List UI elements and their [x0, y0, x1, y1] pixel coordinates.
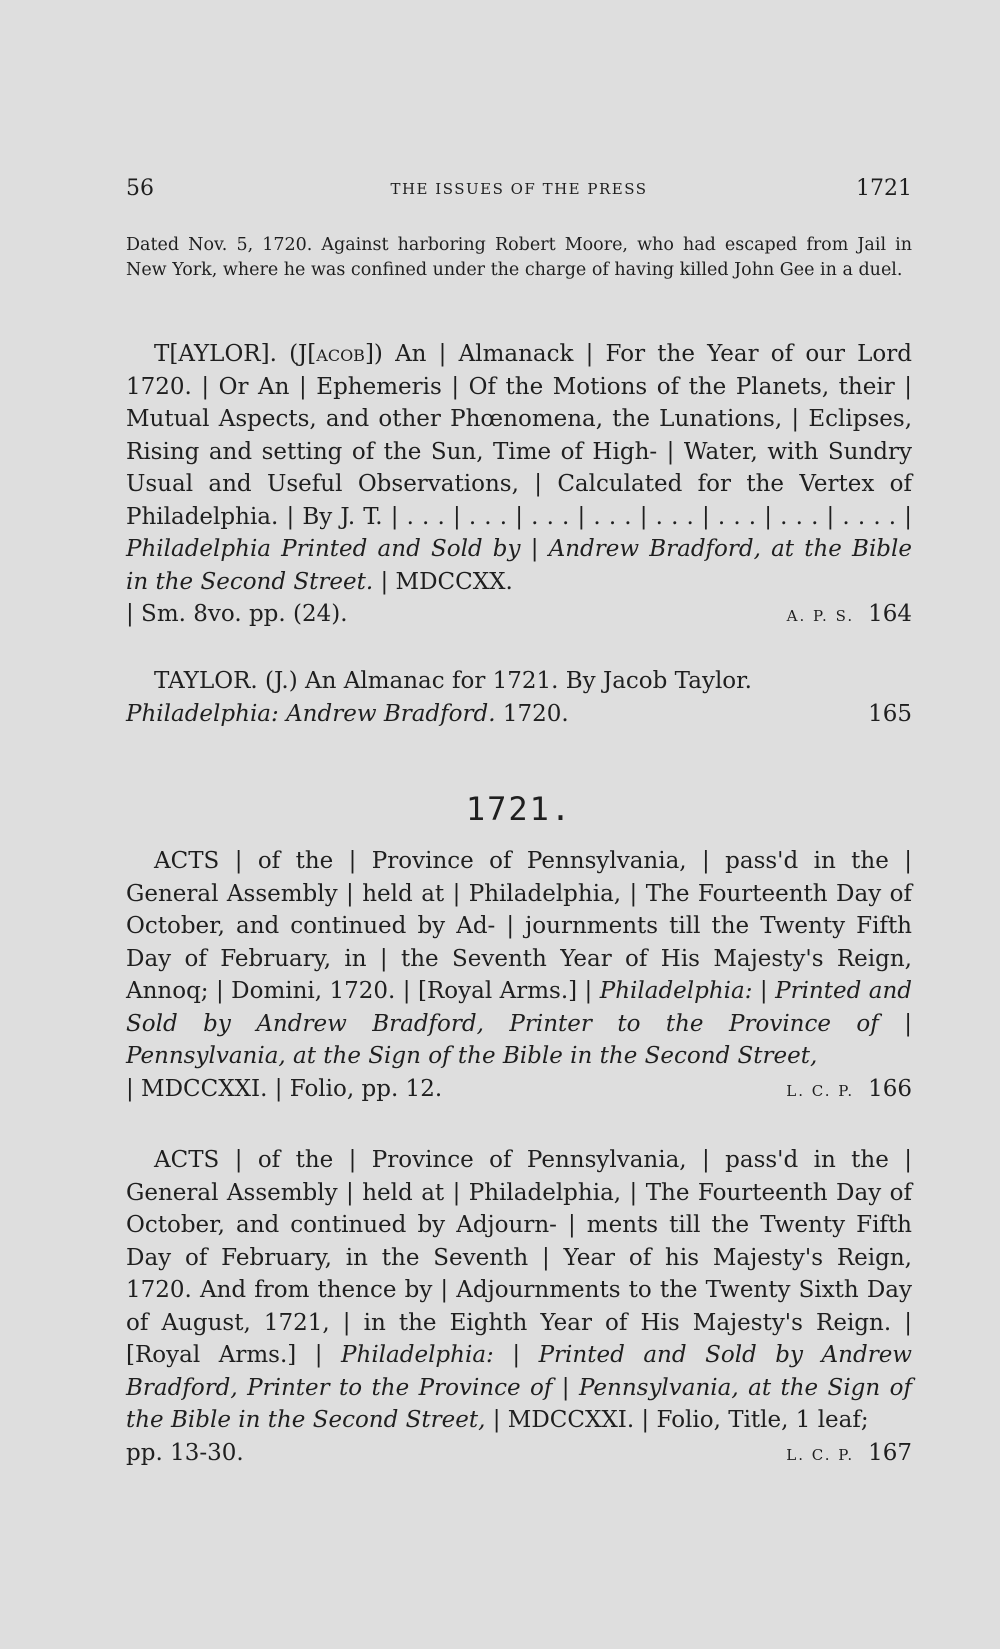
- entry-number: 166: [868, 1075, 912, 1102]
- entry-imprint: Philadelphia: | Printed and Sold by Andrew Bradford, Printer to the Province of | Pennsylvania, at the Sign of the Bible in the Second Street,: [126, 978, 912, 1069]
- location-code: A. P. S.: [786, 607, 855, 625]
- entry-title-text: ACTS | of the | Province of Pennsylvania, | pass'd in the | General Assembly | held at | Philadelphia, | The Fourteenth Day of October, and continued by Adjourn- | ments till the Twenty Fifth Day of February, in the Seventh | Year of his Majesty's Reign, 1720. And from thence by | Adjournments to the Twenty Sixth Day of August, 1721, | in the Eighth Year of His Majesty's Reign. | [Royal Arms.] |: [126, 1147, 912, 1368]
- entry-reference: [787, 598, 912, 633]
- entry-body: TAYLOR. (J.) An Almanac for 1721. By Jacob Taylor.: [154, 668, 752, 694]
- entry-body: [126, 338, 912, 598]
- entry-collation: | MDCCXXI. | Folio, pp. 12.: [126, 1075, 443, 1102]
- location-code: L. C. P.: [786, 1081, 855, 1100]
- bibliographic-entry-165: [126, 665, 912, 730]
- entry-imprint: Philadelphia Printed and Sold by | Andrew Bradford, at the Bible in the Second Street.: [126, 536, 912, 595]
- entry-tail-row: [126, 698, 912, 731]
- entry-body: [126, 845, 912, 1073]
- entry-heading-smallcaps: acob: [316, 341, 365, 367]
- entry-title-text: An | Almanack | For the Year of our Lord 1720. | Or An | Ephemeris | Of the Motions of the Planets, their | Mutual Aspects, and other Phœnomena, the Lunations, | Eclipses, Rising and setting of the Sun, Time of High- | Water, with Sundry Usual and Useful Observations, | Calculated for the Vertex of Philadelphia. | By J. T. | . . . | . . . | . . . | . . . | . . . | . . . | . . . | . . . . |: [126, 341, 912, 530]
- entry-body: [126, 1144, 912, 1437]
- entry-number: 164: [868, 601, 912, 627]
- entry-collation-a: | MDCCXXI. | Folio, Title, 1 leaf;: [485, 1407, 869, 1433]
- entry-date: 1720.: [495, 700, 569, 727]
- bibliographic-entry-164: [126, 338, 912, 633]
- running-header: [126, 176, 912, 206]
- entry-tail-row: [126, 1437, 912, 1472]
- entry-tail-row: [126, 598, 912, 633]
- entry-title-text: ACTS | of the | Province of Pennsylvania, | pass'd in the | General Assembly | held at | Philadelphia, | The Fourteenth Day of October, and continued by Ad- | journments till the Twenty Fifth Day of February, in | the Seventh Year of His Majesty's Reign, Annoq; | Domini, 1720. | [Royal Arms.] |: [126, 848, 912, 1004]
- entry-tail-row: [126, 1073, 912, 1108]
- entry-collation: pp. 13-30.: [126, 1439, 244, 1466]
- entry-imprint: Philadelphia: Andrew Bradford.: [126, 700, 496, 727]
- entry-collation: | Sm. 8vo. pp. (24).: [126, 601, 348, 627]
- year-heading: 1721.: [465, 790, 573, 828]
- entry-heading: T[AYLOR]. (J[: [154, 341, 317, 367]
- location-code: L. C. P.: [786, 1445, 855, 1464]
- entry-reference: [786, 1437, 912, 1472]
- entry-heading-close: ]): [364, 341, 383, 367]
- running-title: THE ISSUES OF THE PRESS: [390, 180, 648, 198]
- bibliographic-entry-166: [126, 845, 912, 1107]
- entry-imprint-line: [126, 698, 569, 731]
- note-paragraph: Dated Nov. 5, 1720. Against harboring Robert Moore, who had escaped from Jail in New York, where he was confined under the charge of having killed John Gee in a duel.: [126, 235, 912, 280]
- entry-number: 165: [868, 700, 912, 727]
- bibliographic-entry-167: [126, 1144, 912, 1471]
- entry-date: | MDCCXX.: [373, 568, 513, 595]
- entry-reference: [786, 1073, 912, 1108]
- header-year: 1721: [856, 176, 912, 201]
- entry-imprint: Philadelphia: | Printed and Sold by Andrew Bradford, Printer to the Province of | Pennsylvania, at the Sign of the Bible in the Second Street,: [126, 1342, 912, 1433]
- entry-number: 167: [868, 1439, 912, 1466]
- page-number: 56: [126, 176, 154, 201]
